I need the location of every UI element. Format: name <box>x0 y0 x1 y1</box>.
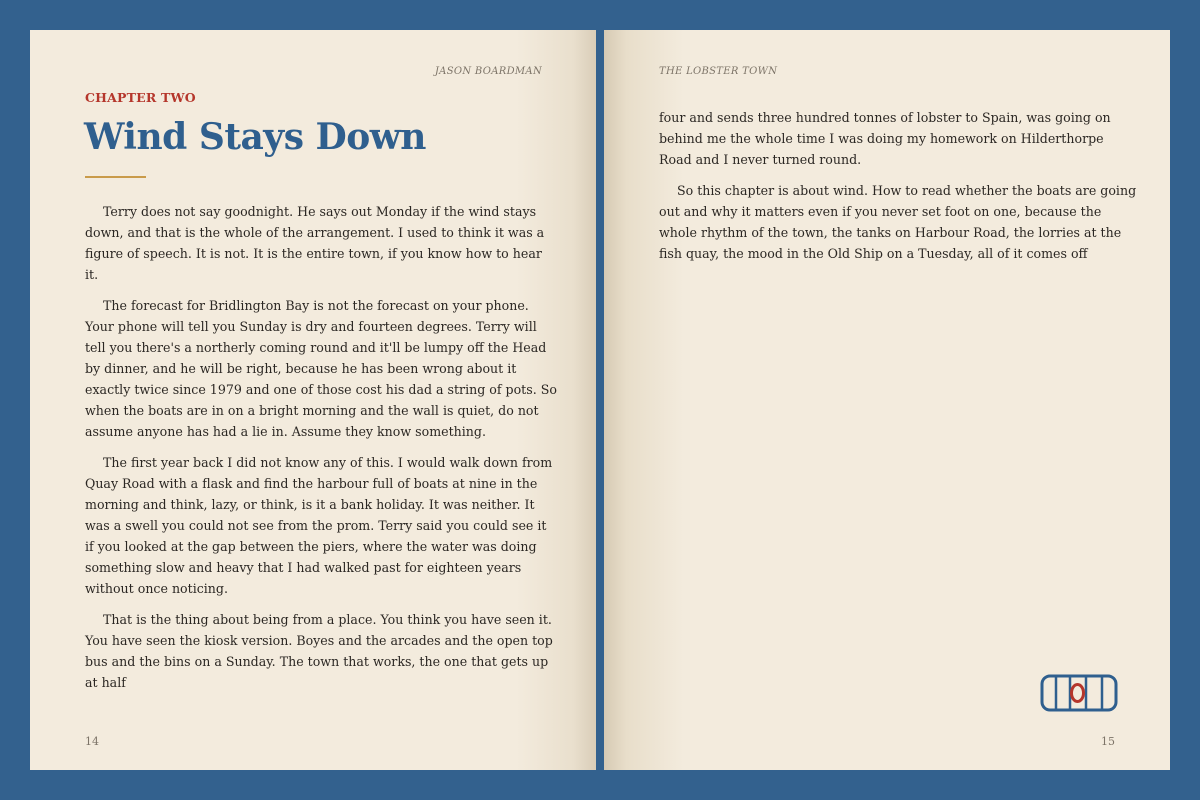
page-number: 14 <box>85 735 99 748</box>
running-head-author: JASON BOARDMAN <box>434 66 542 77</box>
left-page <box>30 30 596 770</box>
paragraph: four and sends three hundred tonnes of lobster to Spain, was going on behind me the whole time I was doing my homework on Hilderthorpe Road and I never turned round. <box>659 110 1111 167</box>
right-page-body <box>659 107 1137 274</box>
chapter-label: CHAPTER TWO <box>85 90 196 105</box>
lobster-pot-icon <box>1040 673 1118 713</box>
paragraph: That is the thing about being from a place. You think you have seen it. You have seen the kiosk version. Boyes and the arcades and the open top bus and the bins on a Sunday. The town that works, the one that gets up at half <box>85 612 553 690</box>
chapter-title: Wind Stays Down <box>84 116 426 158</box>
right-page <box>604 30 1170 770</box>
paragraph: Terry does not say goodnight. He says out Monday if the wind stays down, and that is the whole of the arrangement. I used to think it was a figure of speech. It is not. It is the entire town, if you know how to hear it. <box>85 204 545 282</box>
title-rule-divider <box>85 176 146 178</box>
left-page-body <box>85 201 557 703</box>
paragraph: The forecast for Bridlington Bay is not the forecast on your phone. Your phone will tell you Sunday is dry and fourteen degrees. Terry will tell you there's a northerly coming round and it'll be lumpy off the Head by dinner, and he will be right, because he has been wrong about it exactly twice since 1979 and one of those cost his dad a string of pots. So when the boats are in on a bright morning and the wall is quiet, do not assume anyone has had a lie in. Assume they know something. <box>85 298 557 439</box>
running-head-book-title: THE LOBSTER TOWN <box>659 66 778 77</box>
paragraph: So this chapter is about wind. How to read whether the boats are going out and why it matters even if you never set foot on one, because the whole rhythm of the town, the tanks on Harbour Road, the lorries at the fish quay, the mood in the Old Ship on a Tuesday, all of it comes off <box>659 183 1137 261</box>
page-number: 15 <box>1101 735 1115 748</box>
paragraph: The first year back I did not know any of this. I would walk down from Quay Road with a flask and find the harbour full of boats at nine in the morning and think, lazy, or think, is it a bank holiday. It was neither. It was a swell you could not see from the prom. Terry said you could see it if you looked at the gap between the piers, where the water was doing something slow and heavy that I had walked past for eighteen years without once noticing. <box>85 455 553 596</box>
